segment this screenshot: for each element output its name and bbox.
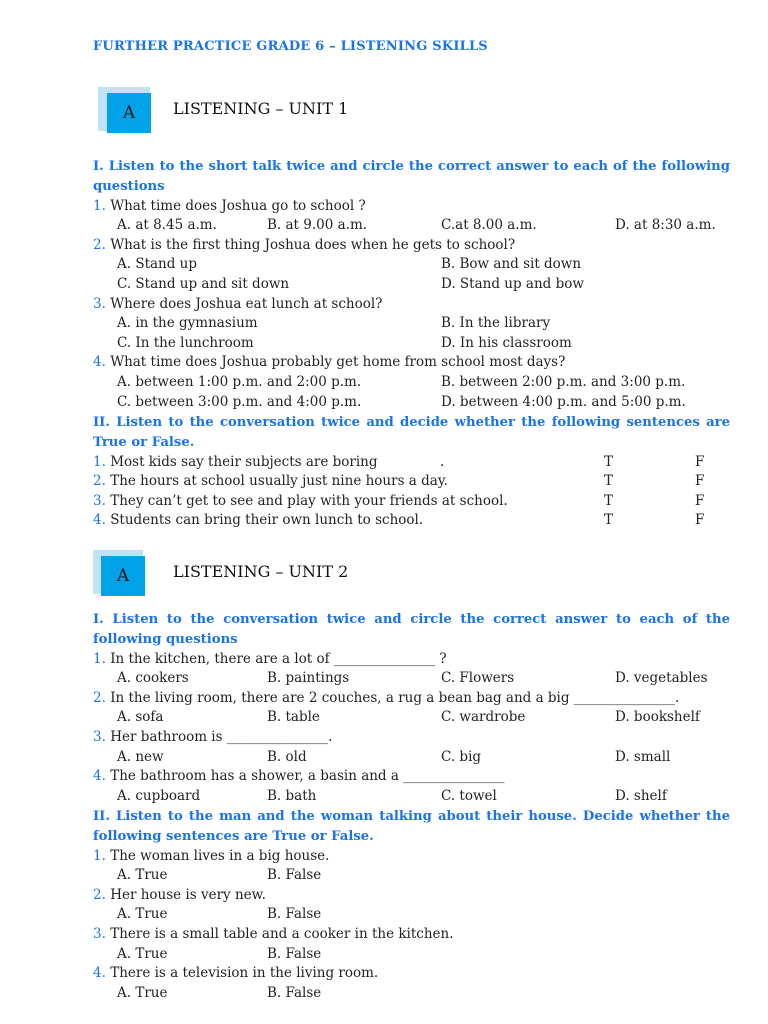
answer-option: D. bookshelf: [615, 709, 700, 726]
false-marker: F: [695, 453, 705, 470]
statement-number: 1.: [93, 847, 106, 864]
statement-number: 4.: [93, 965, 106, 982]
answer-option: C. Stand up and sit down: [117, 275, 290, 292]
question-text: In the living room, there are 2 couches, a rug a bean bag and a big _______________.: [110, 689, 680, 706]
true-marker: T: [604, 473, 614, 490]
page-header: FURTHER PRACTICE GRADE 6 – LISTENING SKILLS: [93, 39, 488, 54]
unit2-part1-instruction: I. Listen to the conversation twice and circle the correct answer to each of the following questions: [93, 612, 730, 647]
unit2-title: LISTENING – UNIT 2: [173, 562, 349, 581]
question-row: [93, 650, 447, 670]
answer-option: C. towel: [441, 787, 497, 804]
answer-option: A. True: [117, 906, 168, 923]
answer-option: B. between 2:00 p.m. and 3:00 p.m.: [441, 373, 686, 390]
answer-option: A. True: [117, 867, 168, 884]
answer-option: C. Flowers: [441, 670, 515, 687]
false-marker: F: [695, 473, 705, 490]
answer-option: C. In the lunchroom: [117, 334, 254, 351]
statement-number: 2.: [93, 473, 106, 490]
answer-option: B. table: [267, 709, 320, 726]
answer-option: A. in the gymnasium: [117, 315, 258, 332]
statement-text: They can’t get to see and play with your friends at school.: [110, 492, 508, 509]
statement-row: [93, 472, 448, 492]
statement-number: 3.: [93, 925, 106, 942]
answer-option: B. False: [267, 945, 322, 962]
question-number: 2.: [93, 236, 106, 253]
answer-option: A. cupboard: [117, 787, 201, 804]
true-marker: T: [604, 453, 614, 470]
true-marker: T: [604, 492, 614, 509]
question-row: [93, 353, 565, 373]
question-number: 1.: [93, 197, 106, 214]
answer-option: A. True: [117, 945, 168, 962]
unit1-part1-instruction: I. Listen to the short talk twice and circle the correct answer to each of the following questions: [93, 159, 730, 194]
answer-option: B. In the library: [441, 315, 551, 332]
answer-option: D. between 4:00 p.m. and 5:00 p.m.: [441, 393, 686, 410]
answer-option: D. In his classroom: [441, 334, 572, 351]
answer-option: B. False: [267, 906, 322, 923]
statement-row: [93, 886, 266, 906]
answer-option: B. old: [267, 748, 307, 765]
answer-option: A. cookers: [117, 670, 189, 687]
true-marker: T: [604, 512, 614, 529]
statement-text: Most kids say their subjects are boring: [110, 453, 378, 470]
statement-number: 1.: [93, 453, 106, 470]
answer-option: A. True: [117, 984, 168, 1001]
question-row: [93, 197, 366, 217]
unit1-title: LISTENING – UNIT 1: [173, 99, 349, 118]
question-row: [93, 767, 504, 787]
question-number: 4.: [93, 768, 106, 785]
question-number: 4.: [93, 354, 106, 371]
statement-row: [93, 964, 378, 984]
answer-option: D. Stand up and bow: [441, 275, 584, 292]
question-number: 1.: [93, 650, 106, 667]
answer-option: A. between 1:00 p.m. and 2:00 p.m.: [117, 373, 362, 390]
question-text: What is the first thing Joshua does when he gets to school?: [110, 236, 516, 253]
unit1-badge: A: [107, 93, 151, 133]
statement-number: 2.: [93, 886, 106, 903]
unit1-part2-instruction: II. Listen to the conversation twice and decide whether the following sentences are True or False.: [93, 415, 730, 450]
statement-text: The hours at school usually just nine hours a day.: [110, 473, 448, 490]
statement-row: [93, 453, 378, 473]
answer-option: B. False: [267, 867, 322, 884]
statement-text: There is a small table and a cooker in the kitchen.: [110, 925, 454, 942]
statement-row: [93, 511, 423, 531]
answer-option: A. at 8.45 a.m.: [117, 217, 217, 234]
statement-row: [93, 847, 329, 867]
statement-number: 4.: [93, 512, 106, 529]
question-row: [93, 689, 679, 709]
answer-option: B. bath: [267, 787, 317, 804]
answer-option: A. Stand up: [117, 256, 198, 273]
answer-option: B. paintings: [267, 670, 350, 687]
statement-text: Her house is very new.: [110, 886, 266, 903]
answer-option: B. False: [267, 984, 322, 1001]
question-row: [93, 236, 515, 256]
answer-option: B. Bow and sit down: [441, 256, 582, 273]
unit2-badge: A: [101, 556, 145, 596]
question-row: [93, 728, 332, 748]
question-number: 3.: [93, 728, 106, 745]
answer-option: B. at 9.00 a.m.: [267, 217, 368, 234]
answer-option: A. sofa: [117, 709, 164, 726]
question-row: [93, 295, 382, 315]
statement-dot: .: [440, 453, 445, 470]
question-number: 2.: [93, 689, 106, 706]
answer-option: C. wardrobe: [441, 709, 526, 726]
false-marker: F: [695, 492, 705, 509]
answer-option: C. big: [441, 748, 482, 765]
statement-text: Students can bring their own lunch to school.: [110, 512, 424, 529]
question-text: The bathroom has a shower, a basin and a _______________: [110, 768, 505, 785]
answer-option: D. shelf: [615, 787, 667, 804]
statement-text: The woman lives in a big house.: [110, 847, 330, 864]
answer-option: D. vegetables: [615, 670, 708, 687]
answer-option: D. small: [615, 748, 671, 765]
answer-option: C.at 8.00 a.m.: [441, 217, 537, 234]
question-text: What time does Joshua go to school ?: [110, 197, 366, 214]
answer-option: D. at 8:30 a.m.: [615, 217, 716, 234]
question-text: What time does Joshua probably get home from school most days?: [110, 354, 566, 371]
answer-option: C. between 3:00 p.m. and 4:00 p.m.: [117, 393, 362, 410]
statement-row: [93, 925, 454, 945]
statement-text: There is a television in the living room.: [110, 965, 379, 982]
question-text: In the kitchen, there are a lot of _______________ ?: [110, 650, 447, 667]
false-marker: F: [695, 512, 705, 529]
unit2-part2-instruction: II. Listen to the man and the woman talking about their house. Decide whether the following sentences are True or False.: [93, 809, 730, 844]
question-text: Where does Joshua eat lunch at school?: [110, 295, 383, 312]
statement-row: [93, 492, 508, 512]
statement-number: 3.: [93, 492, 106, 509]
question-number: 3.: [93, 295, 106, 312]
answer-option: A. new: [117, 748, 164, 765]
question-text: Her bathroom is _______________.: [110, 728, 333, 745]
